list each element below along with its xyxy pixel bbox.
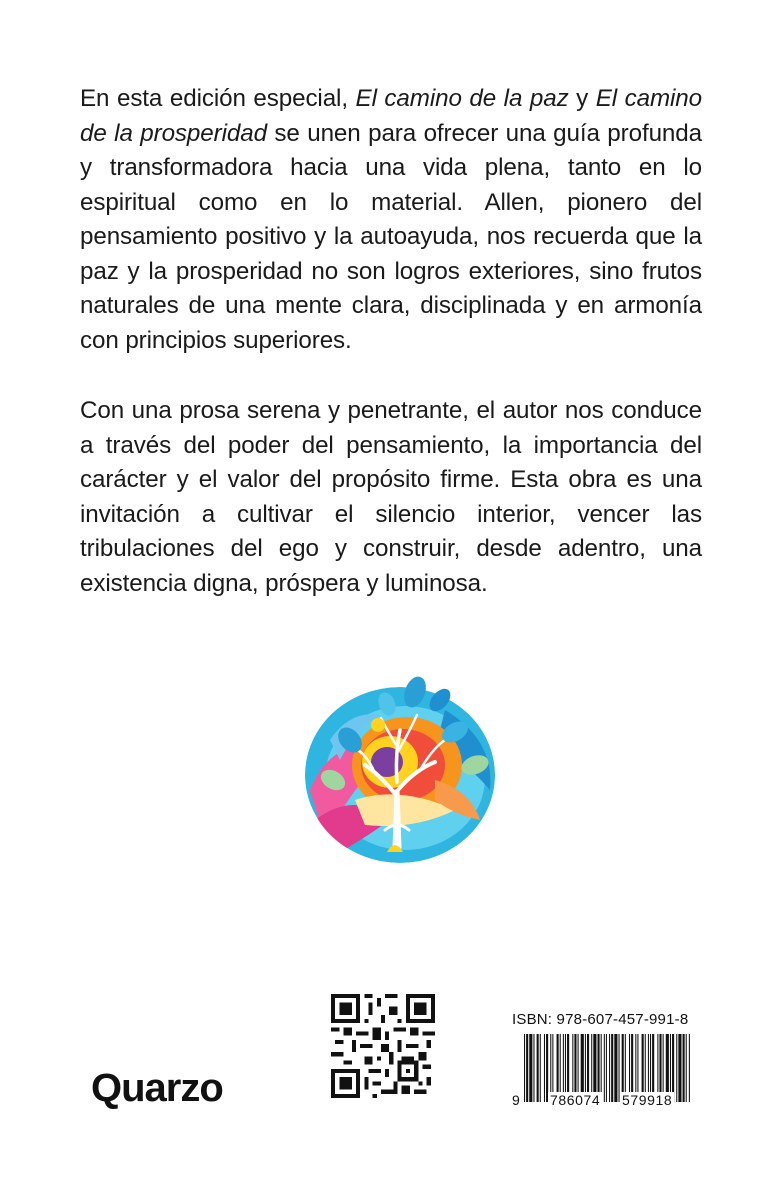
barcode-bar <box>683 1034 685 1102</box>
barcode-bar <box>678 1034 681 1102</box>
barcode-bar <box>604 1034 605 1102</box>
barcode-bar <box>611 1034 613 1102</box>
barcode-bar <box>537 1034 539 1102</box>
blurb <box>80 82 702 601</box>
barcode-digits-right: 579918 <box>622 1092 673 1108</box>
barcode-bar <box>686 1034 687 1102</box>
barcode-bar <box>524 1034 525 1102</box>
tree-heart-emblem-icon <box>295 670 505 870</box>
barcode-bar <box>529 1034 532 1102</box>
barcode-digit-first: 9 <box>512 1092 521 1108</box>
blurb-p1-rest: se unen para ofrecer una guía profunda y transformadora hacia una vida plena, tanto en lo espiritual como en lo material. Allen, pionero del pensamiento positivo y la autoayuda, nos recuerda que la paz y la prosperidad no son logros exteriores, sino frutos naturales de una mente clara, disciplinada y en armonía con principios superiores. <box>80 119 702 354</box>
book-title-2: El camino de la prosperidad <box>80 85 702 147</box>
barcode-bar <box>689 1034 690 1102</box>
blurb-paragraph-1 <box>80 82 702 358</box>
isbn-block <box>510 1012 700 1122</box>
barcode-bar <box>544 1034 545 1102</box>
blurb-paragraph-2: Con una prosa serena y penetrante, el autor nos conduce a través del poder del pensamiento, la importancia del carácter y el valor del propósito firme. Esta obra es una invitación a cultivar el silencio interior, vencer las tribulaciones del ego y construir, desde adentro, una existencia digna, próspera y luminosa. <box>80 397 702 597</box>
barcode-digits-left: 786074 <box>550 1092 601 1108</box>
blurb-p1-connector: y <box>568 85 596 112</box>
publisher-logo: Quarzo <box>91 1066 223 1110</box>
barcode-bar <box>676 1034 677 1102</box>
book-title-1: El camino de la paz <box>355 85 569 112</box>
qr-code-icon <box>331 994 435 1098</box>
barcode-bar <box>533 1034 534 1102</box>
barcode-bar <box>609 1034 610 1102</box>
blurb-p1-lead: En esta edición especial, <box>80 85 356 112</box>
barcode-bar <box>526 1034 528 1102</box>
barcode-bar <box>614 1034 617 1102</box>
barcode-bar <box>606 1034 607 1102</box>
barcode-bar <box>540 1034 541 1102</box>
isbn-label: ISBN: 978-607-457-991-8 <box>512 1011 689 1028</box>
